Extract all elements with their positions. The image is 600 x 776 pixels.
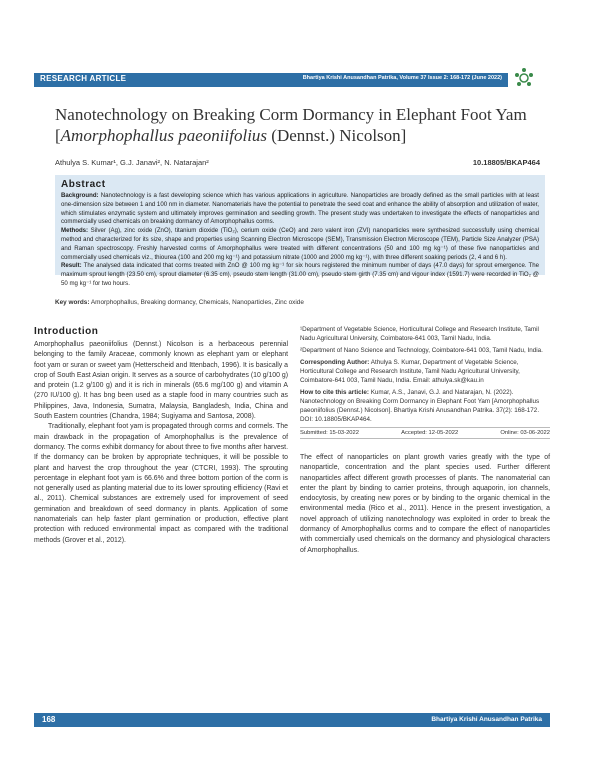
article-title: Nanotechnology on Breaking Corm Dormancy in Elephant Foot Yam [Amorphophallus paeoniifolius (Dennst.) Nicolson] (55, 105, 527, 145)
journal-info: Bhartiya Krishi Anusandhan Patrika, Volume 37 Issue 2: 168-172 (June 2022) (302, 75, 502, 81)
keywords: Key words: Amorphophallus, Breaking dormancy, Chemicals, Nanoparticles, Zinc oxide (55, 299, 304, 306)
journal-logo-icon (512, 66, 536, 90)
page-number: 168 (42, 715, 56, 724)
section-label: RESEARCH ARTICLE (40, 74, 127, 83)
online-date: Online: 03-06-2022 (500, 430, 550, 436)
abstract-heading: Abstract (61, 179, 106, 190)
corresponding-author: Corresponding Author: Athulya S. Kumar, Department of Vegetable Science, Horticultural College and Research Institute, Tamil Nadu Agricultural University, Coimbatore-641 003, Tamil Nadu, India. Email: athulya.sk@kau.in (300, 359, 520, 384)
abstract-text: Background: Nanotechnology is a fast developing science which has various applications in agriculture. Nanoparticles are broadly defined as the small particles with at least one-dimension size between 1 and 100 nm in diameter. Nanomaterials have the potential to penetrate the seed coat and enhance the ability of absorption and utilization of water, which stimulates enzymatic system and ultimately improves germination and seedling growth. The present study was undertaken to investigate the effects of nanoparticles and commercially used chemicals on breaking dormancy of Amorphophallus corms. Methods: Silver (Ag), zinc oxide (ZnO), titanium dioxide (TiO₂), cerium oxide (CeO) and zero valent iron (ZVI) nanoparticles were synthesized successfully using chemical method and characterized for its size, shape and properties using Scanning Electron Microscope (SEM), Transmission Electron Microscope (TEM), Particle Size Analyzer (PSA) and Raman spectroscopy. Freshly harvested corms of Amorphophallus were treated with different concentrations (50 and 100 mg kg⁻¹) of these five nanoparticles and commercially used chemicals viz., thiourea (100 and 200 mg kg⁻¹) and potassium nitrate (1000 and 2000 mg kg⁻¹), with three different soaking periods (2, 4 and 6 h). Result: The analysed data indicated that corms treated with ZnO @ 100 mg kg⁻¹ for six hours registered the minimum number of days (47.0 days) for sprout emergence. The maximum sprout length (23.50 cm), sprout diameter (6.35 cm), pseudo stem length (31.00 cm), pseudo stem girth (7.35 cm) and vigour index (1591.7) were recorded in TiO₂ @ 50 mg kg⁻¹ for two hours. (61, 192, 539, 287)
right-column (300, 325, 550, 556)
accepted-date: Accepted: 12-05-2022 (401, 430, 459, 436)
doi[interactable]: 10.18805/BKAP464 (472, 158, 540, 167)
footer-journal: Bhartiya Krishi Anusandhan Patrika (431, 716, 542, 723)
header-bar (34, 73, 508, 87)
intro-para-2: Traditionally, elephant foot yam is propagated through corms and cormels. The main drawback in the propagation of Amorphophallus is the prevalence of dormancy. The corms exhibit dormancy for about three to five months after harvest. If the dormancy can be broken by appropriate techniques, it will be possible to plant and harvest the crop throughout the year (CTCRI, 1993). The sprouting percentage in elephant foot yam is 66.6% and three bottom portion of the corm is not generally used as planting material due to its lower sprouting efficiency (Ravi et al., 2011). Chemical substances are extremely used for improvement of seed germination and breakdown of seed dormancy in plants. Application of some nanomaterials can help faster plant germination or production, effective plant protection with reduced environmental impact as compared with the traditional methods (Grover et al., 2012). (34, 423, 288, 544)
footer-bar (34, 713, 550, 727)
introduction-column (34, 326, 288, 546)
submitted-date: Submitted: 15-03-2022 (300, 430, 359, 436)
affiliation-2: ²Department of Nano Science and Technology, Coimbatore-641 003, Tamil Nadu, India. (300, 347, 543, 354)
dates-row (300, 427, 550, 439)
authors: Athulya S. Kumar¹, G.J. Janavi², N. Natarajan² (55, 158, 209, 167)
affiliation-1: ¹Department of Vegetable Science, Horticultural College and Research Institute, Tamil Nadu Agricultural University, Coimbatore-641 003, Tamil Nadu, India. (300, 326, 539, 342)
body-para-col2: The effect of nanoparticles on plant growth varies greatly with the type of nanoparticle, concentration and the plant species used. Further different nanoparticles affect different growth processes of plants. The nanomaterial can enter the plant by binding to carrier proteins, through aquaporin, ion channels, endocytosis, by creating new pores or by binding to the organic chemical in the environmental media (Rico et al., 2011). Hence in the present investigation, a novel approach of utilizing nanotechnology was exploited in order to break the dormancy of Amorphophallus corms and to compare the effect of nanoparticles with commercially used chemicals on the dormancy and physiological characters of Amorphophallus. (300, 454, 550, 554)
introduction-heading: Introduction (34, 326, 99, 337)
intro-para-1: Amorphophallus paeoniifolius (Dennst.) Nicolson is a herbaceous perennial belonging to the family Araceae, commonly known as elephant yam or elephant foot yam or suran or sweet yam (Hetterscheid and Ittenbach, 1996). It is basically a crop of South East Asian origin. It serves as a source of carbohydrates (10 g/100 g) and protein (1.2 g/100 g) and it is rich in minerals (65.6 mg/100 g) and vitamin A (270 IU/100 g). It has bng been used as a staple food in many countries such as Philippines, Java, Indonesia, Sumatra, Malaysia, Bangladesh, India, China and South Eastern countries (Chandra, 1984; Sugiyama and Santosa, 2008). (34, 341, 288, 421)
abstract-box (55, 175, 545, 287)
citation: How to cite this article: Kumar, A.S., Janavi, G.J. and Natarajan, N. (2022). Nanotechnology on Breaking Corm Dormancy in Elephant Foot Yam [Amorphophallus paeoniifolius (Dennst.) Nicolson]. Bhartiya Krishi Anusandhan Patrika. 37(2): 168-172. DOI: 10.18805/BKAP464. (300, 389, 540, 423)
